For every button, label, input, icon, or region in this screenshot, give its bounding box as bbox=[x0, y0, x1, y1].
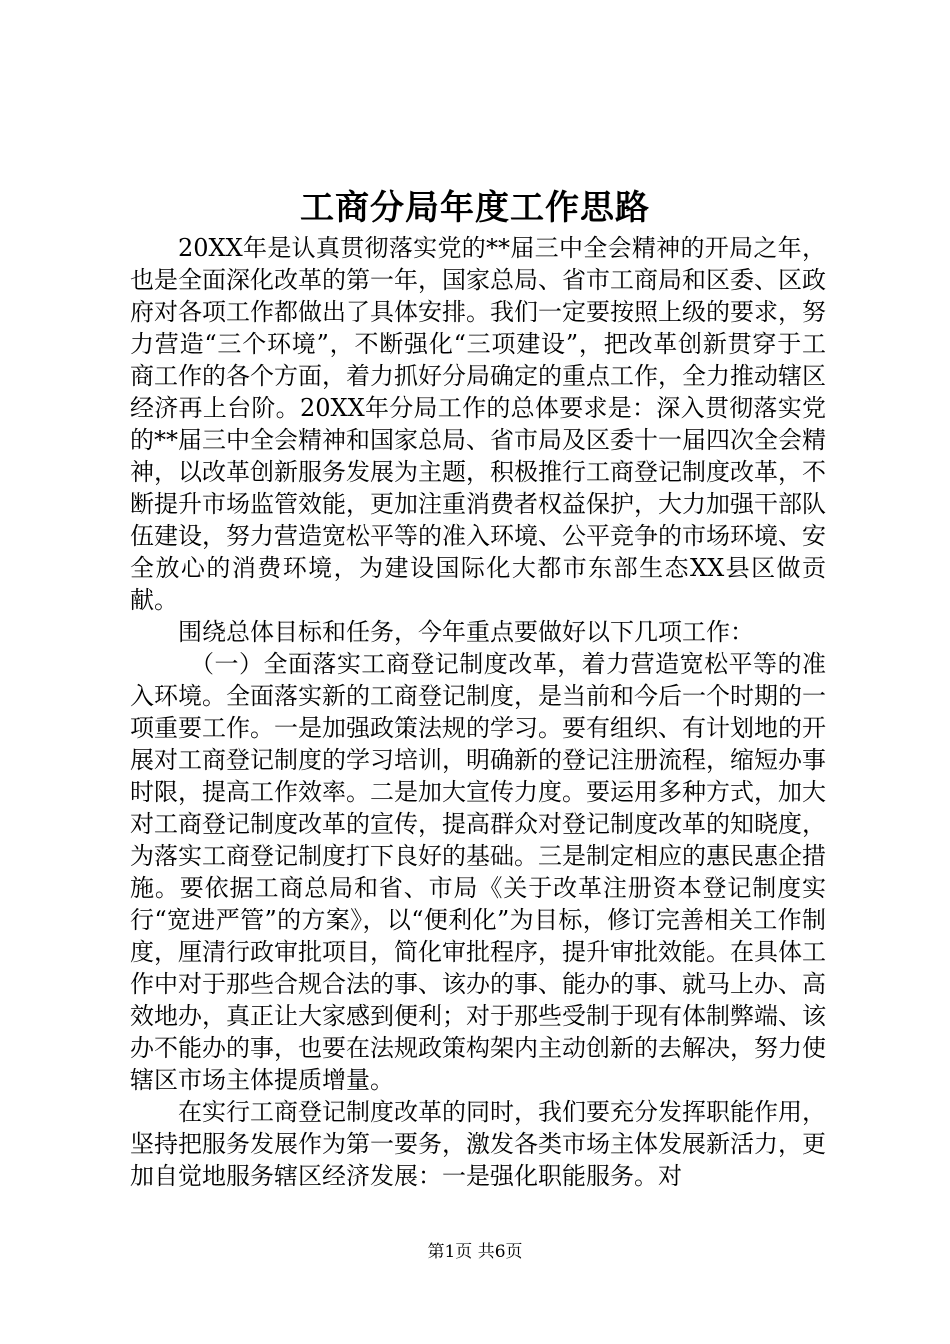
paragraph-service: 在实行工商登记制度改革的同时，我们要充分发挥职能作用，坚持把服务发展作为第一要务，激发各类市场主体发展新活力，更加自觉地服务辖区经济发展：一是强化职能服务。对 bbox=[130, 1098, 826, 1190]
document-title: 工商分局年度工作思路 bbox=[300, 188, 650, 228]
page-number-footer: 第1页 共6页 bbox=[427, 1242, 523, 1262]
paragraph-overview: 围绕总体目标和任务，今年重点要做好以下几项工作： bbox=[178, 618, 754, 646]
document-body bbox=[130, 232, 826, 1192]
paragraph-intro: 20XX年是认真贯彻落实党的**届三中全会精神的开局之年，也是全面深化改革的第一年，国家总局、省市工商局和区委、区政府对各项工作都做出了具体安排。我们一定要按照上级的要求，努力营造“三个环境”，不断强化“三项建设”，把改革创新贯穿于工商工作的各个方面，着力抓好分局确定的重点工作，全力推动辖区经济再上台阶。20XX年分局工作的总体要求是：深入贯彻落实党的**届三中全会精神和国家总局、省市局及区委十一届四次全会精神，以改革创新服务发展为主题，积极推行工商登记制度改革，不断提升市场监管效能，更加注重消费者权益保护，大力加强干部队伍建设，努力营造宽松平等的准入环境、公平竞争的市场环境、安全放心的消费环境，为建设国际化大都市东部生态XX县区做贡献。 bbox=[130, 234, 826, 614]
paragraph-section-one: （一）全面落实工商登记制度改革，着力营造宽松平等的准入环境。全面落实新的工商登记制度，是当前和今后一个时期的一项重要工作。一是加强政策法规的学习。要有组织、有计划地的开展对工商登记制度的学习培训，明确新的登记注册流程，缩短办事时限，提高工作效率。二是加大宣传力度。要运用多种方式，加大对工商登记制度改革的宣传，提高群众对登记制度改革的知晓度，为落实工商登记制度打下良好的基础。三是制定相应的惠民惠企措施。要依据工商总局和省、市局《关于改革注册资本登记制度实行“宽进严管”的方案》，以“便利化”为目标，修订完善相关工作制度，厘清行政审批项目，简化审批程序，提升审批效能。在具体工作中对于那些合规合法的事、该办的事、能办的事、就马上办、高效地办，真正让大家感到便利；对于那些受制于现有体制弊端、该办不能办的事，也要在法规政策构架内主动创新的去解决，努力使辖区市场主体提质增量。 bbox=[130, 650, 826, 1094]
